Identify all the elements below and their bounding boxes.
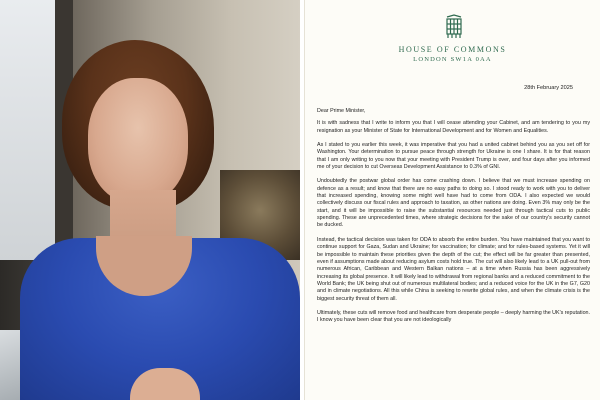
face (88, 78, 188, 203)
paragraph: Ultimately, these cuts will remove food and healthcare from desperate people – deeply harming the UK's reputation. I know you have been clear that you are not ideologically (317, 309, 591, 324)
portcullis-icon (443, 14, 465, 40)
resignation-letter (304, 0, 600, 400)
paragraph: It is with sadness that I write to inform you that I will cease attending your Cabinet, and am tendering to you my resignation as your Minister of State for International Development and for Women and Equalities. (317, 120, 590, 134)
paragraph: Instead, the tactical decision was taken for ODA to absorb the entire burden. You have maintained that you want to continue support for Gaza, Sudan and Ukraine; for vaccination; for climate; and for rules-based systems. Yet it will be impossible to maintain these priorities given the depth of the cut; the effect will be far greater than presented, even if assumptions made about reducing asylum costs hold true. The cut will also likely lead to a UK pull-out from numerous African, Caribbean and Western Balkan nations – at a time when Russia has been aggressively increasing its global presence. It will likely lead to withdrawal from regional banks and a reduced commitment to the World Bank; the UK being shut out of numerous multilateral bodies; and a reduced voice for the UK in the G7, G20 and in climate negotiations. All this while China is seeking to rewrite global rules, and when the climate crisis is the biggest security threat of them all. (317, 236, 590, 302)
paragraph: As I stated to you earlier this week, it was imperative that you had a united cabinet behind you as you set off for Washington. Your determination to pursue peace through strength for Ukraine is one I share. It is for that reason that I am only writing to you now that your meeting with President Trump is over, and four days after you informed me of your decision to cut Overseas Development Assistance to 0.3% of GNI. (317, 142, 590, 171)
letterhead-address: LONDON SW1A 0AA (413, 56, 492, 63)
paragraph: Undoubtedly the postwar global order has come crashing down. I believe that we must increase spending on defence as a result; and know that there are no easy paths to doing so. I stood ready to work with you to deliver that increased spending, knowing some might well have had to come from ODA. I also expected we would collectively discuss our fiscal rules and approach to taxation, as other nations are doing. Even 3% may only be the start, and it will be impossible to raise the substantial resources needed just through tactical cuts to public spending. These are unprecedented times, where strategic decisions for the sake of our country's security cannot be ducked. (317, 178, 590, 229)
salutation: Dear Prime Minister, (317, 108, 366, 114)
letterhead-title: HOUSE OF COMMONS (398, 45, 507, 54)
letter-date: 28th February 2025 (524, 85, 573, 91)
window (0, 0, 55, 260)
letter-body (317, 108, 590, 332)
